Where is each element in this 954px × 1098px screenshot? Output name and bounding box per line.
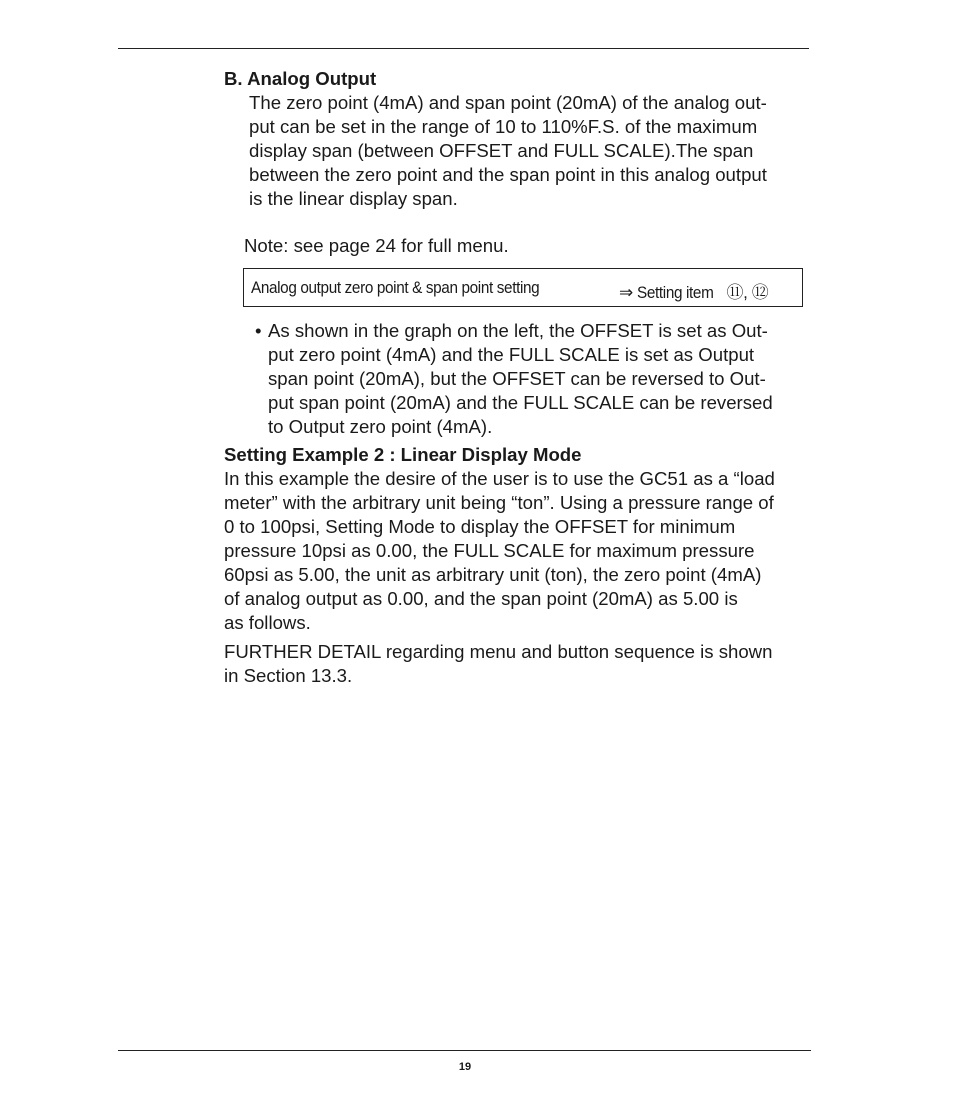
right-double-arrow-icon: ⇒ — [619, 283, 633, 302]
page-number: 19 — [458, 1061, 472, 1073]
paragraph-line: In this example the desire of the user is to use the GC51 as a “load — [224, 468, 775, 489]
bullet-marker: • — [255, 320, 262, 341]
paragraph-line: display span (between OFFSET and FULL SCALE).The span — [249, 140, 754, 161]
section-heading-analog-output: B. Analog Output — [224, 68, 377, 89]
paragraph-line: pressure 10psi as 0.00, the FULL SCALE for maximum pressure — [224, 540, 755, 561]
bullet-paragraph — [268, 319, 773, 439]
section-heading-setting-example-2: Setting Example 2 : Linear Display Mode — [224, 444, 582, 465]
paragraph-line: is the linear display span. — [249, 188, 458, 209]
setting-reference-box — [243, 268, 803, 307]
paragraph-line: of analog output as 0.00, and the span point (20mA) as 5.00 is — [224, 588, 738, 609]
setting-box-label: Analog output zero point & span point setting — [251, 278, 540, 297]
paragraph-line: meter” with the arbitrary unit being “ton”. Using a pressure range of — [224, 492, 774, 513]
paragraph-line: As shown in the graph on the left, the OFFSET is set as Out- — [268, 320, 768, 341]
paragraph-line: put can be set in the range of 10 to 110%F.S. of the maximum — [249, 116, 758, 137]
setting-item-text: Setting item — [637, 283, 714, 302]
paragraph-line: 60psi as 5.00, the unit as arbitrary unit (ton), the zero point (4mA) — [224, 564, 762, 585]
header-rule — [118, 48, 809, 49]
paragraph-line: The zero point (4mA) and span point (20mA) of the analog out- — [249, 92, 767, 113]
footer-rule — [118, 1050, 811, 1051]
paragraph-line: put zero point (4mA) and the FULL SCALE is set as Output — [268, 344, 755, 365]
paragraph-line: put span point (20mA) and the FULL SCALE can be reversed — [268, 392, 773, 413]
paragraph-line: between the zero point and the span point in this analog output — [249, 164, 767, 185]
example-2-paragraph — [224, 467, 775, 635]
paragraph-line: in Section 13.3. — [224, 665, 353, 686]
further-detail-paragraph — [224, 640, 772, 688]
setting-item-reference — [619, 278, 768, 303]
paragraph-line: as follows. — [224, 612, 311, 633]
setting-item-numbers: ⑪, ⑫ — [726, 283, 769, 302]
paragraph-line: span point (20mA), but the OFFSET can be reversed to Out- — [268, 368, 766, 389]
paragraph-line: 0 to 100psi, Setting Mode to display the OFFSET for minimum — [224, 516, 736, 537]
paragraph-line: to Output zero point (4mA). — [268, 416, 493, 437]
note-text: Note: see page 24 for full menu. — [244, 235, 509, 256]
paragraph-line: FURTHER DETAIL regarding menu and button sequence is shown — [224, 641, 773, 662]
analog-output-paragraph — [249, 91, 767, 211]
